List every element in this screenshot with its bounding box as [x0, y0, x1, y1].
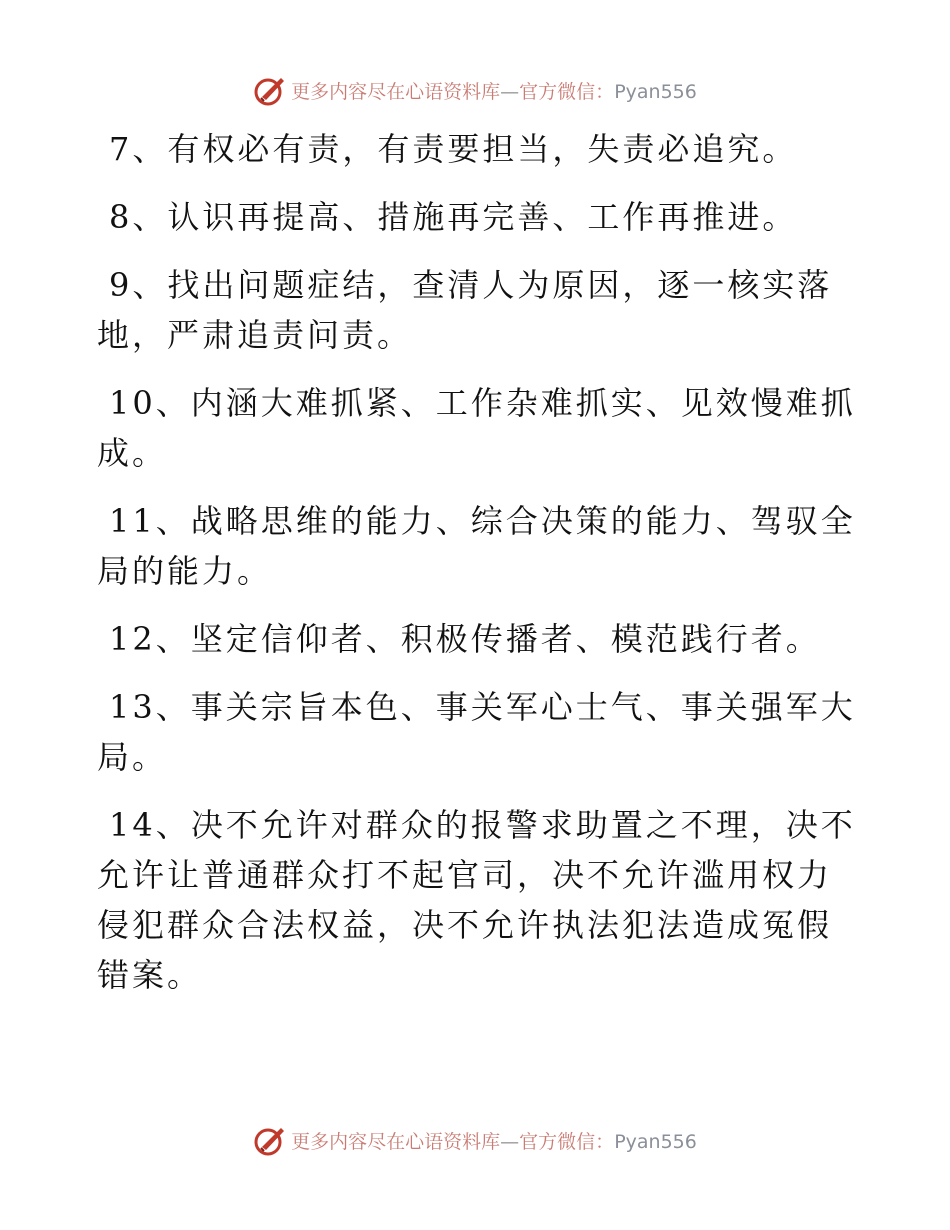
paragraph-11: 11、战略思维的能力、综合决策的能力、驾驭全局的能力。 [97, 502, 856, 590]
paragraph-13: 13、事关宗旨本色、事关军心士气、事关强军大局。 [97, 688, 856, 776]
quill-logo-icon [253, 73, 287, 107]
watermark-footer [0, 1120, 950, 1160]
watermark-wechat-label: 官方微信： [519, 80, 615, 103]
watermark-text [291, 1127, 697, 1154]
quill-logo-icon [253, 1123, 287, 1157]
watermark-wechat-id: Pyan556 [614, 80, 697, 103]
paragraph-10: 10、内涵大难抓紧、工作杂难抓实、见效慢难抓成。 [97, 384, 856, 472]
document-body [97, 124, 857, 1018]
paragraph-9: 9、找出问题症结，查清人为原因，逐一核实落地，严肃追责问责。 [97, 266, 833, 354]
paragraph-12: 12、坚定信仰者、积极传播者、模范践行者。 [109, 620, 821, 658]
watermark-separator: — [500, 1130, 520, 1153]
paragraph-7: 7、有权必有责，有责要担当，失责必追究。 [109, 130, 798, 168]
paragraph-14: 14、决不允许对群众的报警求助置之不理，决不允许让普通群众打不起官司，决不允许滥用权力侵犯群众合法权益，决不允许执法犯法造成冤假错案。 [97, 806, 856, 994]
watermark-brand: 更多内容尽在心语资料库 [291, 80, 501, 103]
paragraph-8: 8、认识再提高、措施再完善、工作再推进。 [109, 198, 798, 236]
watermark-header [0, 70, 950, 110]
watermark-text [291, 77, 697, 104]
watermark-wechat-label: 官方微信： [519, 1130, 615, 1153]
watermark-separator: — [500, 80, 520, 103]
watermark-brand: 更多内容尽在心语资料库 [291, 1130, 501, 1153]
watermark-wechat-id: Pyan556 [614, 1130, 697, 1153]
